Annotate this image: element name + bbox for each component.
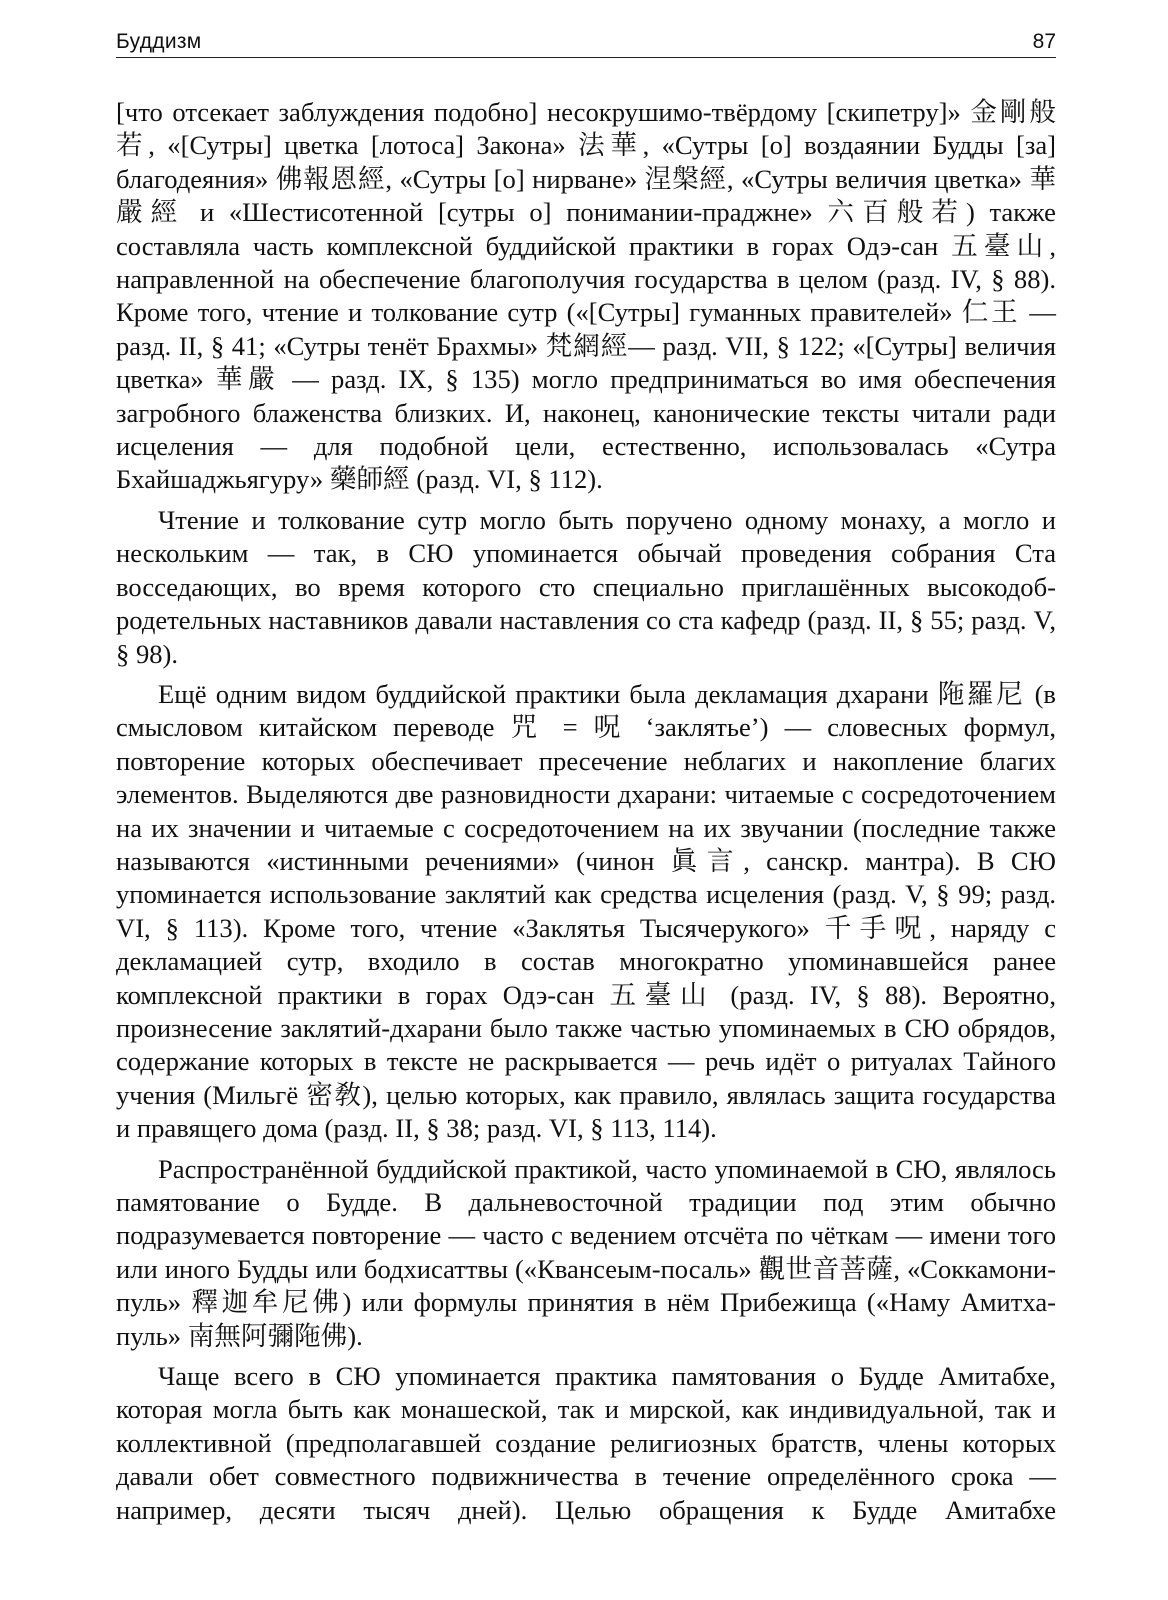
- paragraph-3: Ещё одним видом буддийской практики была декламация дхарани 陁羅尼 (в смысловом китайском переводе 咒 = 呪 ‘заклятье’) — словесных формул, повторение которых обеспечивает пресечение неблагих и накопление благих элементов. Выделяются две разновидности дхарани: читаемые с сосредоточением на их значении и читаемые с сосредоточением на их звучании (последние также называются «истинными речениями» (чинон 眞言, санскр. мантра). В СЮ упоминается использование заклятий как средства исцеления (разд. V, § 99; разд. VI, § 113). Кроме того, чтение «Заклятья Тысячерукого» 千手呪, наряду с декламацией сутр, входило в состав многократно упоминавшейся ранее комплексной практики в горах Одэ-сан 五臺山 (разд. IV, § 88). Вероятно, произнесение заклятий-дхарани было также частью упоминаемых в СЮ обрядов, содержание которых в тексте не раскрывается — речь идёт о ритуалах Тайного учения (Мильгё 密敎), целью которых, как правило, являлась защита государства и правящего дома (разд. II, § 38; разд. VI, § 113, 114).: [116, 678, 1056, 1144]
- paragraph-2: Чтение и толкование сутр могло быть поручено одному монаху, а могло и нескольким — так, в СЮ упоминается обычай проведения собрания Ста восседающих, во время которого сто специально приглашённых высокодобродетельных наставников давали наставления со ста кафедр (разд. II, § 55; разд. V, § 98).: [116, 504, 1056, 669]
- running-header: [116, 30, 1056, 58]
- paragraph-1: [что отсекает заблуждения подобно] несокрушимо-твёрдому [скипетру]» 金剛般若, «[Сутры] цветка [лотоса] Закона» 法華, «Сутры [о] воздаянии Будды [за] благодеяния» 佛報恩經, «Сутры [о] нирване» 涅槃經, «Сутры величия цветка» 華嚴經 и «Шестисотенной [сутры о] понимании-праджне» 六百般若) также составляла часть комплексной буддийской практики в горах Одэ-сан 五臺山, направленной на обеспечение благополучия государства в целом (разд. IV, § 88). Кроме того, чтение и толкование сутр («[Сутры] гуманных правителей» 仁王 — разд. II, § 41; «Сутры тенёт Брахмы» 梵網經— разд. VII, § 122; «[Сутры] величия цветка» 華嚴 — разд. IX, § 135) могло предприниматься во имя обеспечения загробного блаженства близких. И, наконец, канонические тексты читали ради исцеления — для подобной цели, естественно, использовалась «Сутра Бхайшаджьягуру» 藥師經 (разд. VI, § 112).: [116, 97, 1056, 495]
- body-text: [116, 96, 1056, 1527]
- paragraph-5: Чаще всего в СЮ упоминается практика памятования о Будде Амитабхе, которая могла быть как монашеской, так и мирской, как индивидуальной, так и коллективной (предполагавшей создание религиозных братств, члены которых давали обет совместного подвижничества в течение определённого срока — например, десяти тысяч дней). Целью обращения к Будде Амитабхе: [116, 1361, 1056, 1525]
- book-page: [116, 30, 1056, 1534]
- paragraph-4: Распространённой буддийской практикой, часто упоминаемой в СЮ, являлось памятование о Будде. В дальневосточной традиции под этим обычно подразумевается повторение — часто с ведением отсчёта по чёткам — имени того или иного Будды или бодхисаттвы («Квансеым-посаль» 觀世音菩薩, «Соккамони-пуль» 釋迦牟尼佛) или формулы принятия в нём Прибежища («Наму Амитха-пуль» 南無阿彌陁佛).: [116, 1153, 1056, 1351]
- running-title: Буддизм: [116, 30, 202, 53]
- page-number: 87: [1032, 30, 1056, 53]
